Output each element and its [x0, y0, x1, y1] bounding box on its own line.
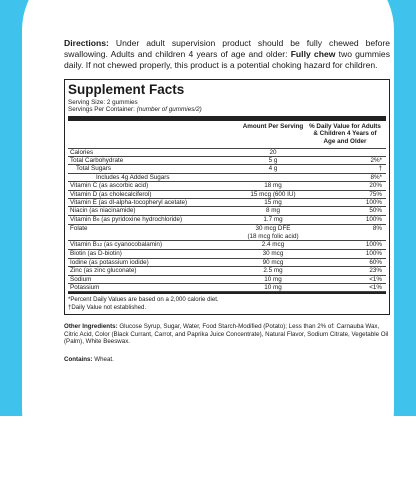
nutrient-name: [68, 148, 240, 156]
nutrient-row: [68, 207, 386, 215]
footnote-not-established: †Daily Value not established.: [68, 303, 147, 311]
header-amount: Amount Per Serving: [240, 121, 306, 148]
nutrient-daily-value: 8%: [306, 225, 386, 241]
nutrient-name: [68, 241, 240, 250]
label-content: [64, 38, 390, 364]
nutrient-row: [68, 173, 386, 181]
nutrient-name-text: Vitamin D (as cholecalciferol): [70, 190, 152, 198]
nutrient-amount: [240, 207, 306, 215]
directions-text: [64, 38, 390, 72]
nutrient-daily-value: 100%: [306, 241, 386, 250]
nutrient-amount: [240, 258, 306, 266]
nutrient-amount: [240, 165, 306, 173]
other-ingredients: [64, 323, 390, 346]
nutrient-name: [68, 284, 240, 292]
nutrient-name-text: Niacin (as niacinamide): [70, 207, 136, 215]
nutrient-row: [68, 190, 386, 198]
header-nutrient: [68, 121, 240, 148]
nutrient-name-text: Vitamin E (as dl-alpha-tocopheryl acetate): [70, 199, 188, 207]
nutrient-table: [68, 121, 386, 293]
nutrient-name-text: Total Sugars: [76, 165, 112, 173]
nutrient-daily-value: 100%: [306, 215, 386, 224]
nutrient-amount-value: 10 mg: [264, 275, 282, 283]
nutrient-amount: [240, 190, 306, 198]
nutrient-name: [68, 267, 240, 275]
nutrient-daily-value: 23%: [306, 267, 386, 275]
nutrient-name-text: Zinc (as zinc gluconate): [70, 267, 137, 275]
nutrient-amount: [240, 156, 306, 164]
contains-text: Wheat.: [92, 356, 114, 364]
directions-part2: two gummies daily. If not chewed properly, this product is a potential choking hazard for children.: [64, 49, 391, 71]
nutrient-name-text: Includes 4g Added Sugars: [96, 173, 170, 181]
footnotes: [68, 294, 386, 311]
nutrient-amount: [240, 241, 306, 250]
nutrient-daily-value: 20%: [306, 182, 386, 190]
nutrient-amount-value: 15 mcg (600 IU): [250, 190, 296, 198]
nutrient-row: [68, 267, 386, 275]
nutrient-name-text: Total Carbohydrate: [70, 156, 124, 164]
nutrient-amount: [240, 250, 306, 258]
servings-per-container-value: (number of gummies/2): [136, 106, 202, 114]
nutrient-row: [68, 165, 386, 173]
nutrient-name: [68, 250, 240, 258]
nutrient-amount-note: (18 mcg folic acid): [247, 232, 299, 240]
nutrient-row: [68, 225, 386, 241]
nutrient-amount-value: 15 mg: [264, 199, 282, 207]
nutrient-name-text: Potassium: [70, 284, 100, 292]
nutrient-row: [68, 182, 386, 190]
serving-size: Serving Size: 2 gummies: [68, 98, 138, 106]
nutrient-name: [68, 258, 240, 266]
supplement-facts-panel: [64, 79, 390, 316]
nutrient-daily-value: 2%*: [306, 156, 386, 164]
nutrient-name: [68, 225, 240, 241]
nutrient-amount-value: 8 mg: [266, 207, 280, 215]
nutrient-row: [68, 156, 386, 164]
nutrient-daily-value: 60%: [306, 258, 386, 266]
nutrient-name: [68, 207, 240, 215]
directions-emphasis: Fully chew: [290, 49, 336, 60]
nutrient-amount-value: 4 g: [268, 165, 278, 173]
nutrient-amount: [240, 284, 306, 292]
nutrient-row: [68, 275, 386, 283]
nutrient-amount-value: 10 mg: [264, 284, 282, 292]
nutrient-amount-value: 90 mcg: [262, 258, 284, 266]
nutrient-daily-value: 100%: [306, 199, 386, 207]
nutrient-amount: [240, 173, 306, 181]
nutrient-name-text: Vitamin C (as ascorbic acid): [70, 182, 149, 190]
nutrient-amount-value: 20: [269, 148, 277, 156]
other-ingredients-text: Glucose Syrup, Sugar, Water, Food Starch-Modified (Potato); Less than 2% of: Carnauba Wax, Citric Acid, Color (Black Currant, Carrot, and Paprika Juice Concentrate), Natural Flavor, Sodium Citrate, Vegetable Oil (Palm), White Beeswax.: [64, 323, 389, 346]
nutrient-daily-value: <1%: [306, 284, 386, 292]
nutrient-row: [68, 148, 386, 156]
nutrient-name: [68, 215, 240, 224]
nutrient-name-source: (as pyridoxine hydrochloride): [99, 215, 183, 223]
nutrient-daily-value: 50%: [306, 207, 386, 215]
nutrient-name-text: Iodine (as potassium iodide): [70, 258, 149, 266]
nutrient-row: [68, 199, 386, 207]
nutrient-amount: [240, 199, 306, 207]
nutrient-amount: [240, 215, 306, 224]
nutrient-name: [68, 165, 240, 173]
nutrient-name-text: Vitamin B: [70, 241, 97, 249]
nutrient-name-subscript: 12: [96, 243, 103, 249]
header-daily-value: % Daily Value for Adults & Children 4 Years of Age and Older: [306, 121, 386, 148]
nutrient-daily-value: <1%: [306, 275, 386, 283]
nutrient-name-subscript: 6: [96, 217, 100, 223]
nutrient-row: [68, 250, 386, 258]
nutrient-name-source: (as cyanocobalamin): [102, 241, 163, 249]
directions-label: Directions:: [64, 38, 109, 48]
nutrient-amount: [240, 148, 306, 156]
other-ingredients-label: Other Ingredients:: [64, 323, 118, 331]
nutrient-daily-value: 100%: [306, 250, 386, 258]
directions-part1: Under adult supervision product should be fully chewed before swallowing. Adults and children 4 years of age and older:: [64, 38, 390, 60]
nutrient-amount-value: 18 mg: [264, 182, 282, 190]
nutrient-name-text: Vitamin B: [70, 215, 97, 223]
nutrient-daily-value: 75%: [306, 190, 386, 198]
contains-label: Contains:: [64, 356, 93, 364]
nutrient-row: [68, 241, 386, 250]
nutrient-amount: [240, 267, 306, 275]
nutrient-daily-value: †: [306, 165, 386, 173]
allergen-contains: [64, 356, 390, 364]
nutrient-name: [68, 173, 240, 181]
nutrient-name-text: Sodium: [70, 275, 92, 283]
nutrient-name: [68, 190, 240, 198]
nutrient-amount: [240, 182, 306, 190]
servings-per-container: [68, 106, 386, 114]
nutrient-name: [68, 275, 240, 283]
nutrient-row: [68, 284, 386, 292]
nutrient-amount: [240, 225, 306, 241]
nutrient-daily-value: 8%*: [306, 173, 386, 181]
nutrient-row: [68, 258, 386, 266]
nutrient-amount-value: 2.4 mcg: [261, 241, 285, 249]
nutrient-amount-value: 30 mcg: [262, 250, 284, 258]
nutrient-amount: [240, 275, 306, 283]
supplement-facts-title: Supplement Facts: [68, 81, 185, 97]
nutrient-name: [68, 156, 240, 164]
nutrient-name-text: Folate: [70, 225, 88, 233]
nutrient-daily-value: [306, 148, 386, 156]
nutrient-amount-value: 5 g: [268, 156, 278, 164]
nutrient-amount-value: 30 mcg DFE: [255, 225, 291, 233]
footnote-daily-value: *Percent Daily Values are based on a 2,000 calorie diet.: [68, 296, 219, 304]
table-header-row: [68, 121, 386, 148]
nutrient-amount-value: 2.5 mg: [263, 267, 283, 275]
nutrient-amount-value: 1.7 mg: [263, 215, 283, 223]
nutrient-name: [68, 199, 240, 207]
nutrient-row: [68, 215, 386, 224]
nutrient-name-text: Calories: [70, 148, 94, 156]
servings-per-container-label: Servings Per Container:: [68, 106, 137, 114]
nutrient-name: [68, 182, 240, 190]
nutrient-name-text: Biotin (as D-biotin): [70, 250, 122, 258]
